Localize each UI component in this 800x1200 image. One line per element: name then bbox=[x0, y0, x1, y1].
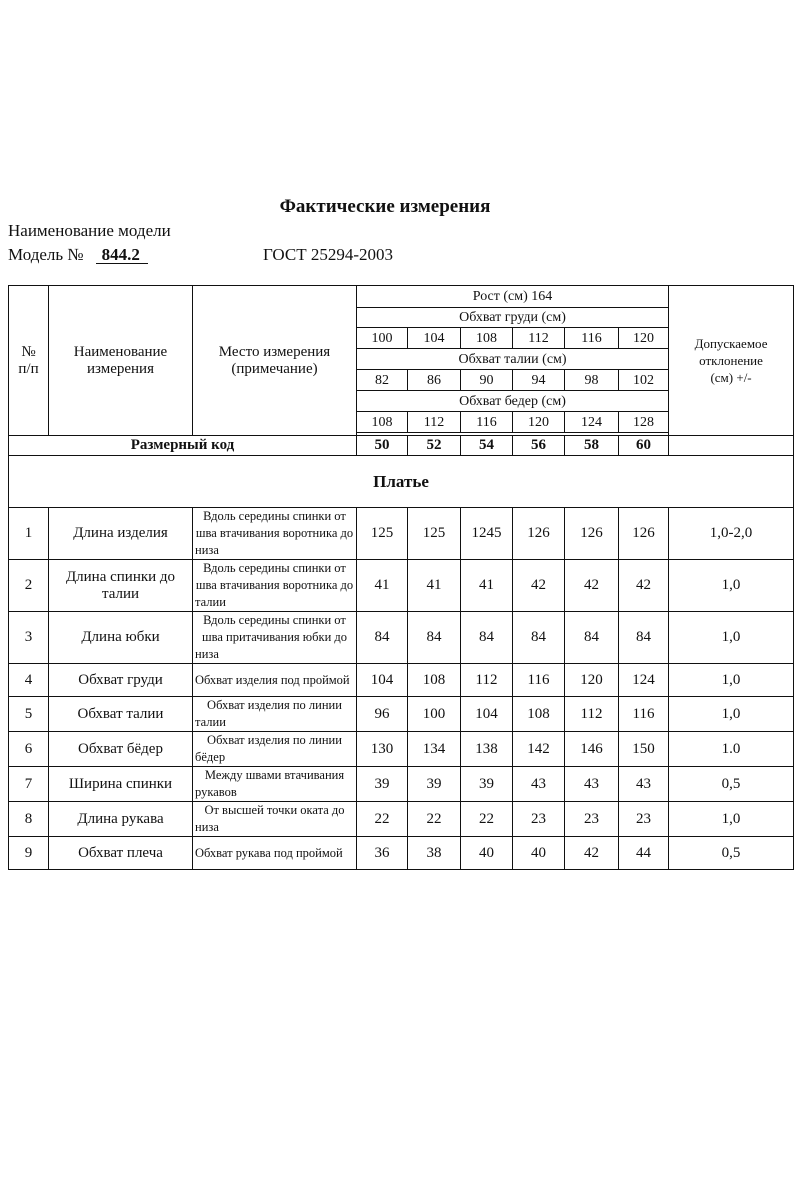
model-number-value: 844.2 bbox=[96, 246, 148, 264]
measurement-value: 96 bbox=[357, 697, 408, 732]
table-row bbox=[9, 664, 794, 697]
size-code-cell: 56 bbox=[513, 436, 565, 456]
measurement-value: 146 bbox=[565, 732, 619, 767]
row-number: 5 bbox=[9, 697, 49, 732]
measurement-name: Ширина спинки bbox=[49, 767, 193, 802]
measurement-value: 41 bbox=[357, 560, 408, 612]
waist-value-cell: 98 bbox=[565, 370, 619, 391]
measurement-value: 125 bbox=[357, 508, 408, 560]
measurement-value: 100 bbox=[408, 697, 461, 732]
size-code-cell: 60 bbox=[619, 436, 669, 456]
tolerance-value: 1,0 bbox=[669, 612, 794, 664]
measurement-value: 23 bbox=[513, 802, 565, 837]
measurement-value: 43 bbox=[513, 767, 565, 802]
measurement-value: 40 bbox=[513, 837, 565, 870]
gost-standard: ГОСТ 25294-2003 bbox=[263, 245, 394, 264]
measurement-place: Вдоль середины спинки от шва притачивания юбки до низа bbox=[193, 612, 357, 664]
measurement-value: 39 bbox=[408, 767, 461, 802]
measurement-value: 84 bbox=[408, 612, 461, 664]
tolerance-value: 1.0 bbox=[669, 732, 794, 767]
measurement-value: 23 bbox=[619, 802, 669, 837]
waist-value-cell: 102 bbox=[619, 370, 669, 391]
waist-value-cell: 94 bbox=[513, 370, 565, 391]
measurement-value: 22 bbox=[408, 802, 461, 837]
chest-value-cell: 112 bbox=[513, 328, 565, 349]
tolerance-value: 1,0 bbox=[669, 697, 794, 732]
measurement-value: 150 bbox=[619, 732, 669, 767]
header-tolerance: Допускаемое отклонение (см) +/- bbox=[669, 286, 794, 436]
measurements-table bbox=[8, 285, 794, 870]
table-row bbox=[9, 508, 794, 560]
measurement-name: Обхват бёдер bbox=[49, 732, 193, 767]
measurement-value: 36 bbox=[357, 837, 408, 870]
size-code-cell: 58 bbox=[565, 436, 619, 456]
measurement-place: Вдоль середины спинки от шва втачивания воротника до низа bbox=[193, 508, 357, 560]
measurement-name: Обхват плеча bbox=[49, 837, 193, 870]
row-number: 2 bbox=[9, 560, 49, 612]
size-code-cell: 52 bbox=[408, 436, 461, 456]
measurement-value: 42 bbox=[565, 560, 619, 612]
table-row bbox=[9, 612, 794, 664]
measurement-place: Обхват изделия по линии бёдер bbox=[193, 732, 357, 767]
measurement-name: Длина спинки до талии bbox=[49, 560, 193, 612]
measurement-value: 116 bbox=[619, 697, 669, 732]
row-number: 6 bbox=[9, 732, 49, 767]
measurement-value: 1245 bbox=[461, 508, 513, 560]
tolerance-value: 1,0-2,0 bbox=[669, 508, 794, 560]
measurement-value: 126 bbox=[619, 508, 669, 560]
chest-value-cell: 120 bbox=[619, 328, 669, 349]
measurement-value: 41 bbox=[408, 560, 461, 612]
waist-value-cell: 82 bbox=[357, 370, 408, 391]
tolerance-value: 1,0 bbox=[669, 560, 794, 612]
measurement-value: 112 bbox=[565, 697, 619, 732]
measurement-value: 124 bbox=[619, 664, 669, 697]
table-row bbox=[9, 802, 794, 837]
hip-value-cell: 128 bbox=[619, 412, 669, 433]
size-code-tolerance-empty bbox=[669, 436, 794, 456]
waist-value-cell: 86 bbox=[408, 370, 461, 391]
measurement-value: 130 bbox=[357, 732, 408, 767]
measurement-value: 142 bbox=[513, 732, 565, 767]
size-code-label: Размерный код bbox=[9, 436, 357, 456]
section-title: Платье bbox=[9, 456, 794, 508]
header-place: Место измерения (примечание) bbox=[193, 286, 357, 436]
measurement-value: 126 bbox=[565, 508, 619, 560]
header-height: Рост (см) 164 bbox=[357, 286, 669, 308]
measurement-value: 38 bbox=[408, 837, 461, 870]
measurement-value: 22 bbox=[357, 802, 408, 837]
hip-value-cell: 116 bbox=[461, 412, 513, 433]
header-waist-girth: Обхват талии (см) bbox=[357, 349, 669, 370]
measurement-value: 41 bbox=[461, 560, 513, 612]
measurement-place: Обхват изделия под проймой bbox=[193, 664, 357, 697]
measurement-value: 84 bbox=[565, 612, 619, 664]
model-name-label: Наименование модели bbox=[8, 221, 171, 240]
document-title: Фактические измерения bbox=[279, 196, 491, 217]
table-row bbox=[9, 697, 794, 732]
row-number: 3 bbox=[9, 612, 49, 664]
measurement-value: 112 bbox=[461, 664, 513, 697]
measurement-place: Вдоль середины спинки от шва втачивания воротника до талии bbox=[193, 560, 357, 612]
measurement-value: 120 bbox=[565, 664, 619, 697]
measurement-value: 84 bbox=[461, 612, 513, 664]
header-index: № п/п bbox=[9, 286, 49, 436]
measurement-value: 42 bbox=[619, 560, 669, 612]
measurement-value: 104 bbox=[357, 664, 408, 697]
tolerance-value: 0,5 bbox=[669, 767, 794, 802]
hip-value-cell: 124 bbox=[565, 412, 619, 433]
chest-value-cell: 104 bbox=[408, 328, 461, 349]
measurement-value: 84 bbox=[619, 612, 669, 664]
model-number-row bbox=[8, 245, 148, 265]
measurement-place: Между швами втачивания рукавов bbox=[193, 767, 357, 802]
measurement-name: Длина юбки bbox=[49, 612, 193, 664]
measurement-value: 126 bbox=[513, 508, 565, 560]
hip-value-cell: 112 bbox=[408, 412, 461, 433]
measurement-value: 84 bbox=[357, 612, 408, 664]
table-row bbox=[9, 732, 794, 767]
size-code-cell: 50 bbox=[357, 436, 408, 456]
row-number: 9 bbox=[9, 837, 49, 870]
measurement-value: 108 bbox=[513, 697, 565, 732]
header-hip-girth: Обхват бедер (см) bbox=[357, 391, 669, 412]
tolerance-value: 1,0 bbox=[669, 802, 794, 837]
measurement-value: 134 bbox=[408, 732, 461, 767]
chest-value-cell: 116 bbox=[565, 328, 619, 349]
table-row bbox=[9, 767, 794, 802]
size-code-cell: 54 bbox=[461, 436, 513, 456]
measurement-value: 116 bbox=[513, 664, 565, 697]
measurement-name: Обхват груди bbox=[49, 664, 193, 697]
measurement-value: 43 bbox=[565, 767, 619, 802]
waist-value-cell: 90 bbox=[461, 370, 513, 391]
measurement-value: 138 bbox=[461, 732, 513, 767]
measurement-value: 39 bbox=[357, 767, 408, 802]
measurement-value: 84 bbox=[513, 612, 565, 664]
measurement-value: 125 bbox=[408, 508, 461, 560]
measurement-place: Обхват рукава под проймой bbox=[193, 837, 357, 870]
measurement-value: 44 bbox=[619, 837, 669, 870]
model-number-label: Модель № bbox=[8, 245, 84, 264]
measurement-name: Обхват талии bbox=[49, 697, 193, 732]
row-number: 1 bbox=[9, 508, 49, 560]
header-name: Наименование измерения bbox=[49, 286, 193, 436]
measurement-place: Обхват изделия по линии талии bbox=[193, 697, 357, 732]
measurement-value: 43 bbox=[619, 767, 669, 802]
measurement-value: 104 bbox=[461, 697, 513, 732]
measurement-value: 108 bbox=[408, 664, 461, 697]
measurement-name: Длина изделия bbox=[49, 508, 193, 560]
hip-value-cell: 108 bbox=[357, 412, 408, 433]
chest-value-cell: 108 bbox=[461, 328, 513, 349]
row-number: 4 bbox=[9, 664, 49, 697]
tolerance-value: 1,0 bbox=[669, 664, 794, 697]
row-number: 8 bbox=[9, 802, 49, 837]
table-row bbox=[9, 560, 794, 612]
measurement-value: 40 bbox=[461, 837, 513, 870]
measurement-place: От высшей точки оката до низа bbox=[193, 802, 357, 837]
chest-value-cell: 100 bbox=[357, 328, 408, 349]
measurement-value: 42 bbox=[565, 837, 619, 870]
hip-value-cell: 120 bbox=[513, 412, 565, 433]
row-number: 7 bbox=[9, 767, 49, 802]
tolerance-value: 0,5 bbox=[669, 837, 794, 870]
measurement-value: 42 bbox=[513, 560, 565, 612]
measurement-value: 23 bbox=[565, 802, 619, 837]
measurement-name: Длина рукава bbox=[49, 802, 193, 837]
table-row bbox=[9, 837, 794, 870]
measurement-value: 39 bbox=[461, 767, 513, 802]
size-code-row bbox=[9, 436, 794, 456]
header-chest-girth: Обхват груди (см) bbox=[357, 308, 669, 328]
measurement-value: 22 bbox=[461, 802, 513, 837]
